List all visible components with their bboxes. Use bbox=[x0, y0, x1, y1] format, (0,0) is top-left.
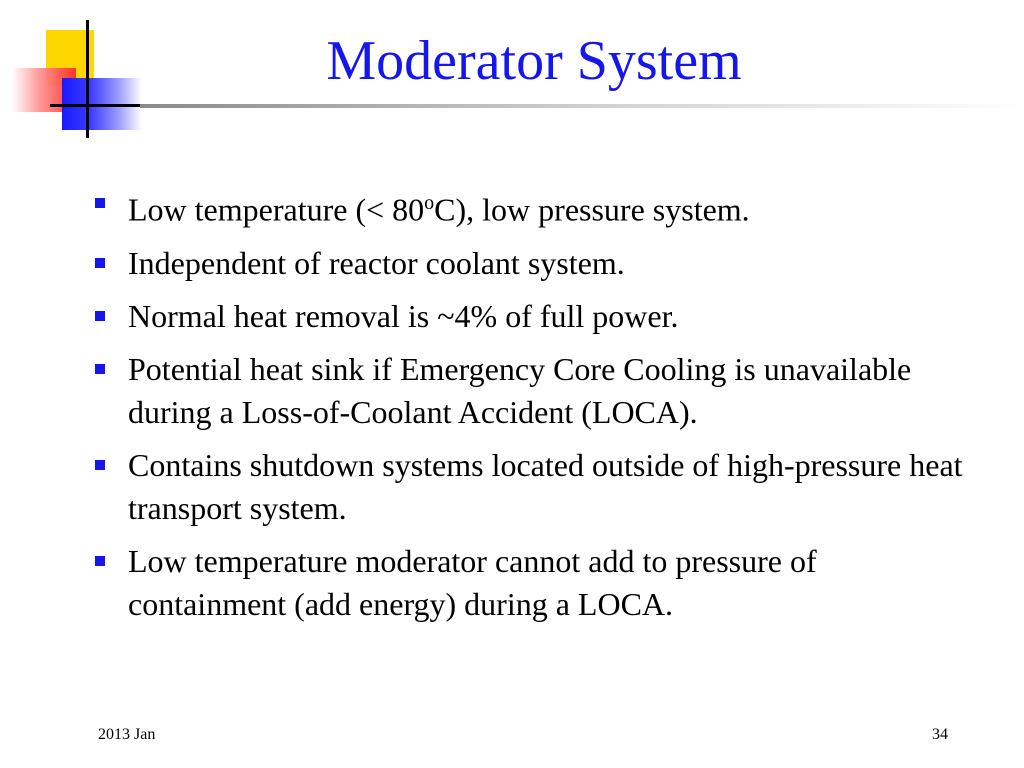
bullet-square-icon bbox=[95, 311, 105, 321]
bullet-item bbox=[92, 540, 972, 626]
bullet-text: Normal heat removal is ~4% of full power. bbox=[128, 297, 679, 334]
title-divider bbox=[140, 104, 1024, 108]
bullet-square-icon bbox=[95, 364, 105, 374]
footer-date: 2013 Jan bbox=[98, 726, 156, 743]
slide-number: 34 bbox=[932, 726, 948, 743]
bullet-text: Contains shutdown systems located outside of high-pressure heat transport system. bbox=[128, 446, 963, 526]
slide-title: Moderator System bbox=[326, 30, 742, 92]
bullet-item bbox=[92, 348, 972, 434]
bullet-square-icon bbox=[95, 198, 105, 208]
bullet-text: Low temperature moderator cannot add to pressure of containment (add energy) during a LOCA. bbox=[128, 542, 817, 622]
degree-superscript: o bbox=[424, 192, 435, 214]
bullet-square-icon bbox=[95, 556, 105, 566]
bullet-square-icon bbox=[95, 460, 105, 470]
bullet-text-part: Low temperature (< 80 bbox=[128, 191, 425, 228]
bullet-item bbox=[92, 182, 972, 232]
logo-horizontal-line bbox=[50, 104, 150, 107]
bullet-square-icon bbox=[95, 258, 105, 268]
bullet-list bbox=[92, 182, 972, 636]
bullet-text: Potential heat sink if Emergency Core Cooling is unavailable during a Loss-of-Coolant Accident (LOCA). bbox=[128, 350, 912, 430]
bullet-item bbox=[92, 444, 972, 530]
bullet-text: Independent of reactor coolant system. bbox=[128, 244, 625, 281]
bullet-item bbox=[92, 295, 972, 338]
bullet-text-part: C), low pressure system. bbox=[434, 191, 750, 228]
bullet-item bbox=[92, 242, 972, 285]
